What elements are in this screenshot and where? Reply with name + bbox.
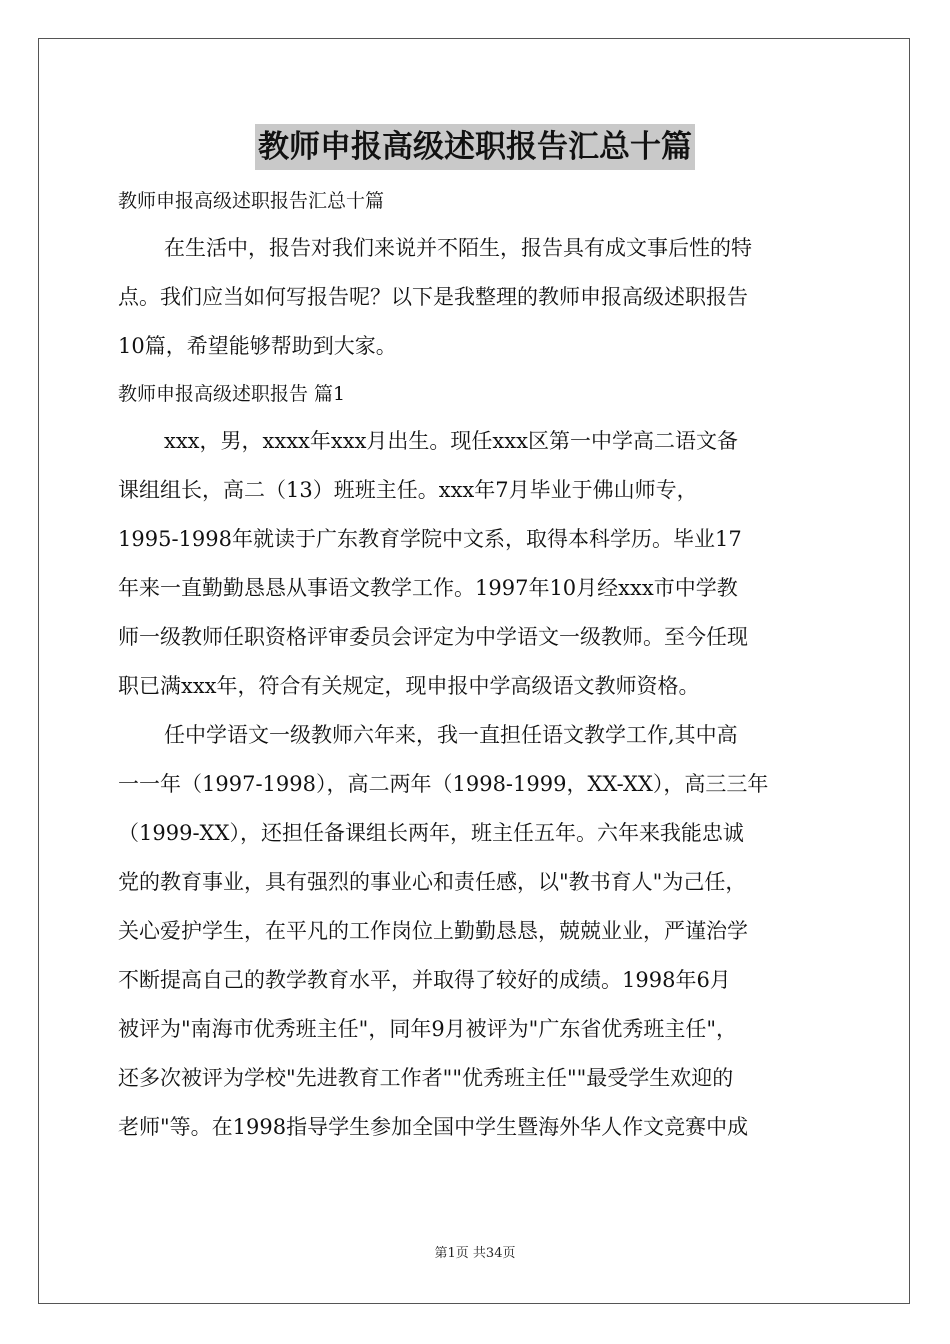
paragraph-line: 不断提高自己的教学教育水平，并取得了较好的成绩。1998年6月 bbox=[118, 968, 731, 992]
paragraph-line: xxx，男，xxxx年xxx月出生。现任xxx区第一中学高二语文备 bbox=[164, 429, 738, 453]
paragraph-line: 一一年（1997-1998），高二两年（1998-1999，XX-XX），高三三年 bbox=[118, 772, 769, 796]
title-container bbox=[0, 124, 950, 170]
paragraph-line: 课组组长，高二（13）班班主任。xxx年7月毕业于佛山师专， bbox=[118, 478, 698, 502]
intro-line: 点。我们应当如何写报告呢？以下是我整理的教师申报高级述职报告 bbox=[118, 285, 748, 309]
intro-line: 在生活中，报告对我们来说并不陌生，报告具有成文事后性的特 bbox=[164, 236, 752, 260]
document-body bbox=[118, 178, 834, 1152]
section-heading: 教师申报高级述职报告 篇1 bbox=[118, 383, 346, 405]
paragraph-line: 职已满xxx年，符合有关规定，现申报中学高级语文教师资格。 bbox=[118, 674, 700, 698]
paragraph-line: 年来一直勤勤恳恳从事语文教学工作。1997年10月经xxx市中学教 bbox=[118, 576, 738, 600]
paragraph-line: 关心爱护学生，在平凡的工作岗位上勤勤恳恳，兢兢业业，严谨治学 bbox=[118, 919, 748, 943]
paragraph-line: 师一级教师任职资格评审委员会评定为中学语文一级教师。至今任现 bbox=[118, 625, 748, 649]
paragraph-line: 老师"等。在1998指导学生参加全国中学生暨海外华人作文竞赛中成 bbox=[118, 1115, 749, 1139]
paragraph-line: 任中学语文一级教师六年来，我一直担任语文教学工作,其中高 bbox=[164, 723, 738, 747]
intro-line: 10篇，希望能够帮助到大家。 bbox=[118, 334, 397, 358]
paragraph-line: 被评为"南海市优秀班主任"，同年9月被评为"广东省优秀班主任"， bbox=[118, 1017, 737, 1041]
paragraph-line: 1995-1998年就读于广东教育学院中文系，取得本科学历。毕业17 bbox=[118, 527, 742, 551]
subtitle-line: 教师申报高级述职报告汇总十篇 bbox=[118, 190, 385, 212]
paragraph-line: 党的教育事业，具有强烈的事业心和责任感，以"教书育人"为己任， bbox=[118, 870, 747, 894]
paragraph-line: （1999-XX），还担任备课组长两年，班主任五年。六年来我能忠诚 bbox=[118, 821, 744, 845]
paragraph-line: 还多次被评为学校"先进教育工作者""优秀班主任""最受学生欢迎的 bbox=[118, 1066, 734, 1090]
page-number: 第1页 共34页 bbox=[434, 1246, 516, 1261]
page-footer bbox=[0, 1244, 950, 1264]
document-title: 教师申报高级述职报告汇总十篇 bbox=[255, 124, 695, 170]
